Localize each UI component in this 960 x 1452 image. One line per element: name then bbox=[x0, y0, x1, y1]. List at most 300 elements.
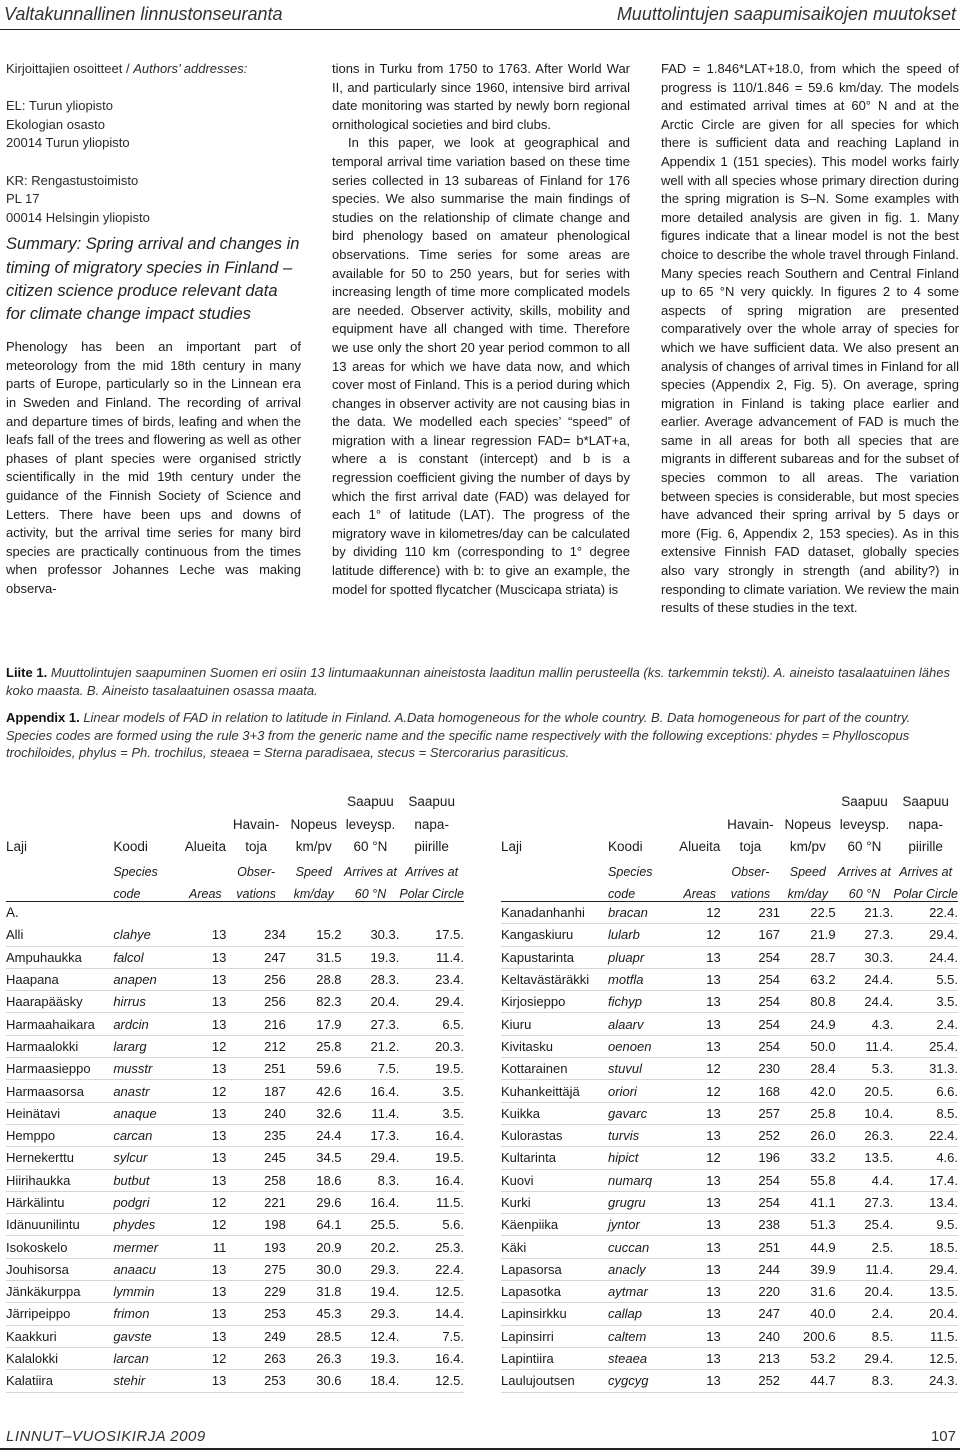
header-species: Species bbox=[113, 865, 158, 880]
species-code: podgri bbox=[113, 1191, 184, 1213]
table-row bbox=[501, 1281, 958, 1303]
table-row bbox=[501, 1102, 958, 1124]
species-name: Heinätavi bbox=[6, 1102, 113, 1124]
text-column-1 bbox=[6, 60, 301, 598]
table-row bbox=[6, 1169, 464, 1191]
arrival-60n: 20.2. bbox=[342, 1236, 400, 1258]
arrival-polar: 11.4. bbox=[399, 946, 464, 968]
table-row bbox=[6, 1281, 464, 1303]
arrival-polar: 11.5. bbox=[893, 1325, 958, 1347]
observations-count: 168 bbox=[721, 1080, 780, 1102]
species-code: steaea bbox=[608, 1347, 679, 1369]
table-row bbox=[6, 1258, 464, 1280]
table-row bbox=[6, 1102, 464, 1124]
speed-value: 80.8 bbox=[780, 991, 836, 1013]
arrival-polar: 25.3. bbox=[399, 1236, 464, 1258]
arrival-60n: 27.3. bbox=[342, 1013, 400, 1035]
species-name: Kalatiira bbox=[6, 1370, 113, 1392]
arrival-polar: 22.4. bbox=[893, 901, 958, 923]
species-code: oriori bbox=[608, 1080, 679, 1102]
arrival-polar: 5.5. bbox=[893, 968, 958, 990]
areas-count: 13 bbox=[184, 1013, 226, 1035]
species-code: lularb bbox=[608, 924, 679, 946]
table-row bbox=[501, 901, 958, 923]
speed-value: 55.8 bbox=[780, 1169, 836, 1191]
speed-value: 50.0 bbox=[780, 1035, 836, 1057]
species-code: numarq bbox=[608, 1169, 679, 1191]
arrival-60n: 11.4. bbox=[836, 1258, 894, 1280]
table-row bbox=[501, 991, 958, 1013]
address-kr-line: KR: Rengastustoimisto bbox=[6, 172, 139, 188]
species-name: Kapustarinta bbox=[501, 946, 608, 968]
arrival-60n: 2.4. bbox=[836, 1303, 894, 1325]
arrival-polar: 16.4. bbox=[399, 1124, 464, 1146]
arrival-60n: 19.3. bbox=[342, 1347, 400, 1369]
areas-count: 12 bbox=[184, 1347, 226, 1369]
speed-value: 30.6 bbox=[286, 1370, 342, 1392]
header-kmpv: km/pv bbox=[295, 838, 332, 854]
areas-count: 12 bbox=[679, 924, 721, 946]
arrival-60n: 2.5. bbox=[836, 1236, 894, 1258]
species-code: stuvul bbox=[608, 1058, 679, 1080]
species-code: fichyp bbox=[608, 991, 679, 1013]
species-code: anastr bbox=[113, 1080, 184, 1102]
areas-count: 13 bbox=[184, 1147, 226, 1169]
header-alueita: Alueita bbox=[679, 838, 721, 854]
species-name: Hiirihaukka bbox=[6, 1169, 113, 1191]
arrival-60n: 26.3. bbox=[836, 1124, 894, 1146]
header-napa: napa- bbox=[414, 816, 449, 832]
speed-value: 17.9 bbox=[286, 1013, 342, 1035]
species-name: Kuikka bbox=[501, 1102, 608, 1124]
species-name: Kirjosieppo bbox=[501, 991, 608, 1013]
observations-count: 234 bbox=[226, 924, 286, 946]
species-code: butbut bbox=[113, 1169, 184, 1191]
header-koodi: Koodi bbox=[113, 838, 148, 854]
arrival-polar: 20.4. bbox=[893, 1303, 958, 1325]
header-vations: vations bbox=[226, 879, 286, 901]
areas-count: 13 bbox=[184, 1124, 226, 1146]
observations-count: 275 bbox=[226, 1258, 286, 1280]
species-name: Lapinsirkku bbox=[501, 1303, 608, 1325]
arrival-60n: 27.3. bbox=[836, 1191, 894, 1213]
header-nopeus: Nopeus bbox=[290, 816, 337, 832]
arrival-polar: 19.5. bbox=[399, 1058, 464, 1080]
header-arrives: Arrives at bbox=[899, 865, 953, 880]
species-name: Hernekerttu bbox=[6, 1147, 113, 1169]
arrival-60n: 19.4. bbox=[342, 1281, 400, 1303]
areas-count: 13 bbox=[679, 1258, 721, 1280]
header-arrives: Arrives at bbox=[405, 865, 459, 880]
table-row bbox=[6, 924, 464, 946]
species-code: musstr bbox=[113, 1058, 184, 1080]
speed-value: 31.8 bbox=[286, 1281, 342, 1303]
arrival-60n: 20.5. bbox=[836, 1080, 894, 1102]
table-row bbox=[6, 1303, 464, 1325]
species-code: falcol bbox=[113, 946, 184, 968]
header-alueita: Alueita bbox=[184, 838, 226, 854]
speed-value: 21.9 bbox=[780, 924, 836, 946]
observations-count: 254 bbox=[721, 1169, 780, 1191]
species-code: motfla bbox=[608, 968, 679, 990]
speed-value: 200.6 bbox=[780, 1325, 836, 1347]
address-kr-line: PL 17 bbox=[6, 191, 40, 207]
species-code: oenoen bbox=[608, 1035, 679, 1057]
observations-count: 251 bbox=[226, 1058, 286, 1080]
areas-count: 13 bbox=[184, 1325, 226, 1347]
species-code: gavste bbox=[113, 1325, 184, 1347]
species-code: jyntor bbox=[608, 1214, 679, 1236]
arrival-polar: 14.4. bbox=[399, 1303, 464, 1325]
areas-count: 12 bbox=[679, 1058, 721, 1080]
areas-count: 13 bbox=[679, 1035, 721, 1057]
figure-captions bbox=[6, 664, 956, 772]
header-koodi: Koodi bbox=[608, 838, 643, 854]
header-toja: toja bbox=[245, 838, 267, 854]
arrival-polar: 13.4. bbox=[893, 1191, 958, 1213]
table-row bbox=[6, 1035, 464, 1057]
observations-count: 258 bbox=[226, 1169, 286, 1191]
species-name: Järripeippo bbox=[6, 1303, 113, 1325]
table-row bbox=[6, 968, 464, 990]
species-name: Harmaasorsa bbox=[6, 1080, 113, 1102]
table-row bbox=[501, 1035, 958, 1057]
table-row bbox=[6, 1080, 464, 1102]
table-row bbox=[501, 1258, 958, 1280]
arrival-polar: 5.6. bbox=[399, 1214, 464, 1236]
summary-title: Summary: Spring arrival and changes in timing of migratory species in Finland – citizen science produce relevant data for climate change impact studies bbox=[6, 235, 300, 323]
species-name: Ampuhaukka bbox=[6, 946, 113, 968]
observations-count: 216 bbox=[226, 1013, 286, 1035]
arrival-polar: 7.5. bbox=[399, 1325, 464, 1347]
species-code: caltem bbox=[608, 1325, 679, 1347]
areas-count: 13 bbox=[679, 1370, 721, 1392]
species-name: Hemppo bbox=[6, 1124, 113, 1146]
observations-count: 167 bbox=[721, 924, 780, 946]
table-row bbox=[501, 1080, 958, 1102]
table-row bbox=[6, 1058, 464, 1080]
areas-count: 12 bbox=[679, 901, 721, 923]
appendix-table-left bbox=[6, 790, 464, 1393]
areas-count: 13 bbox=[184, 968, 226, 990]
caption-label: Appendix 1. bbox=[6, 710, 80, 725]
header-leveysp: leveysp. bbox=[345, 816, 396, 832]
observations-count: 193 bbox=[226, 1236, 286, 1258]
speed-value: 25.8 bbox=[780, 1102, 836, 1124]
table-row bbox=[501, 1325, 958, 1347]
areas-count: 12 bbox=[679, 1080, 721, 1102]
observations-count: 213 bbox=[721, 1347, 780, 1369]
speed-value: 28.7 bbox=[780, 946, 836, 968]
arrival-60n: 30.3. bbox=[836, 946, 894, 968]
species-name: Käenpiika bbox=[501, 1214, 608, 1236]
arrival-60n: 19.3. bbox=[342, 946, 400, 968]
arrival-60n: 21.3. bbox=[836, 901, 894, 923]
table-row bbox=[6, 1214, 464, 1236]
arrival-polar: 17.5. bbox=[399, 924, 464, 946]
arrival-60n: 16.4. bbox=[342, 1191, 400, 1213]
observations-count: 249 bbox=[226, 1325, 286, 1347]
running-header bbox=[0, 0, 960, 30]
speed-value: 24.4 bbox=[286, 1124, 342, 1146]
species-name: Jouhisorsa bbox=[6, 1258, 113, 1280]
observations-count: 230 bbox=[721, 1058, 780, 1080]
text-column-2 bbox=[332, 60, 630, 599]
header-60n: 60 °N bbox=[847, 838, 882, 854]
arrival-60n: 4.4. bbox=[836, 1169, 894, 1191]
arrival-60n: 10.4. bbox=[836, 1102, 894, 1124]
text-column-3 bbox=[661, 60, 959, 618]
species-code: cuccan bbox=[608, 1236, 679, 1258]
arrival-60n: 13.5. bbox=[836, 1147, 894, 1169]
addresses-title-en: Authors’ addresses: bbox=[133, 61, 248, 76]
header-areas: Areas bbox=[679, 879, 721, 901]
arrival-60n: 17.3. bbox=[342, 1124, 400, 1146]
observations-count: 257 bbox=[721, 1102, 780, 1124]
arrival-60n: 21.2. bbox=[342, 1035, 400, 1057]
observations-count: 254 bbox=[721, 1191, 780, 1213]
table-row bbox=[501, 1191, 958, 1213]
table-row bbox=[501, 1303, 958, 1325]
speed-value: 26.0 bbox=[780, 1124, 836, 1146]
species-code: cygcyg bbox=[608, 1370, 679, 1392]
arrival-60n: 29.3. bbox=[342, 1258, 400, 1280]
observations-count: 247 bbox=[721, 1303, 780, 1325]
body-paragraph: tions in Turku from 1750 to 1763. After World War II, and particularly since 1960, intensive bird arrival date monitoring was started by newly born regional ornithological societies and bird clubs. bbox=[332, 61, 630, 132]
speed-value: 20.9 bbox=[286, 1236, 342, 1258]
speed-value: 33.2 bbox=[780, 1147, 836, 1169]
arrival-polar: 9.5. bbox=[893, 1214, 958, 1236]
areas-count: 13 bbox=[679, 1102, 721, 1124]
observations-count: 220 bbox=[721, 1281, 780, 1303]
arrival-polar: 24.4. bbox=[893, 946, 958, 968]
arrival-60n: 29.3. bbox=[342, 1303, 400, 1325]
species-name: Haarapääsky bbox=[6, 991, 113, 1013]
speed-value: 18.6 bbox=[286, 1169, 342, 1191]
speed-value: 22.5 bbox=[780, 901, 836, 923]
arrival-60n: 12.4. bbox=[342, 1325, 400, 1347]
arrival-60n: 25.4. bbox=[836, 1214, 894, 1236]
speed-value: 26.3 bbox=[286, 1347, 342, 1369]
species-code: sylcur bbox=[113, 1147, 184, 1169]
speed-value: 44.7 bbox=[780, 1370, 836, 1392]
arrival-60n: 29.4. bbox=[836, 1347, 894, 1369]
header-obser: Obser- bbox=[237, 865, 276, 880]
header-saapuu: Saapuu bbox=[347, 794, 394, 810]
table-row bbox=[501, 1236, 958, 1258]
speed-value: 41.1 bbox=[780, 1191, 836, 1213]
arrival-polar: 29.4. bbox=[893, 924, 958, 946]
header-vations: vations bbox=[721, 879, 780, 901]
table-row bbox=[501, 946, 958, 968]
species-code: lararg bbox=[113, 1035, 184, 1057]
arrival-60n: 8.5. bbox=[836, 1325, 894, 1347]
table-row bbox=[6, 1370, 464, 1392]
header-60n: 60 °N bbox=[353, 838, 388, 854]
species-name: Alli bbox=[6, 924, 113, 946]
observations-count: 238 bbox=[721, 1214, 780, 1236]
header-areas: Areas bbox=[184, 879, 226, 901]
species-code: hirrus bbox=[113, 991, 184, 1013]
species-code: lymmin bbox=[113, 1281, 184, 1303]
header-kmday: km/day bbox=[780, 879, 836, 901]
species-name: Laulujoutsen bbox=[501, 1370, 608, 1392]
header-arrives: Arrives at bbox=[838, 865, 891, 880]
table-row bbox=[501, 1347, 958, 1369]
arrival-polar: 4.6. bbox=[893, 1147, 958, 1169]
areas-count: 13 bbox=[184, 1058, 226, 1080]
arrival-polar: 17.4. bbox=[893, 1169, 958, 1191]
table-row bbox=[6, 1347, 464, 1369]
speed-value: 42.6 bbox=[286, 1080, 342, 1102]
species-name: Härkälintu bbox=[6, 1191, 113, 1213]
table-row bbox=[501, 924, 958, 946]
areas-count: 12 bbox=[184, 1214, 226, 1236]
arrival-polar: 18.5. bbox=[893, 1236, 958, 1258]
areas-count: 13 bbox=[679, 1236, 721, 1258]
species-name: Harmaahaikara bbox=[6, 1013, 113, 1035]
arrival-polar: 19.5. bbox=[399, 1147, 464, 1169]
species-name: Lapintiira bbox=[501, 1347, 608, 1369]
speed-value: 51.3 bbox=[780, 1214, 836, 1236]
speed-value: 39.9 bbox=[780, 1258, 836, 1280]
species-name: Isokoskelo bbox=[6, 1236, 113, 1258]
species-code: ardcin bbox=[113, 1013, 184, 1035]
observations-count: 254 bbox=[721, 1035, 780, 1057]
speed-value: 30.0 bbox=[286, 1258, 342, 1280]
arrival-60n: 11.4. bbox=[342, 1102, 400, 1124]
arrival-polar: 12.5. bbox=[399, 1370, 464, 1392]
header-piirille: piirille bbox=[908, 838, 943, 854]
species-name: Jänkäkurppa bbox=[6, 1281, 113, 1303]
areas-count: 13 bbox=[679, 1325, 721, 1347]
arrival-60n: 20.4. bbox=[342, 991, 400, 1013]
speed-value: 28.5 bbox=[286, 1325, 342, 1347]
table-row bbox=[501, 1124, 958, 1146]
arrival-polar: 2.4. bbox=[893, 1013, 958, 1035]
speed-value: 32.6 bbox=[286, 1102, 342, 1124]
species-name: Lapasotka bbox=[501, 1281, 608, 1303]
species-name: Lapasorsa bbox=[501, 1258, 608, 1280]
observations-count: 231 bbox=[721, 901, 780, 923]
areas-count: 13 bbox=[184, 1258, 226, 1280]
speed-value: 44.9 bbox=[780, 1236, 836, 1258]
species-name: Kuovi bbox=[501, 1169, 608, 1191]
arrival-60n: 27.3. bbox=[836, 924, 894, 946]
header-code: code bbox=[608, 879, 679, 901]
arrival-60n: 20.4. bbox=[836, 1281, 894, 1303]
observations-count: 240 bbox=[721, 1325, 780, 1347]
observations-count: 256 bbox=[226, 991, 286, 1013]
appendix-table-right bbox=[501, 790, 958, 1393]
species-name: Kangaskiuru bbox=[501, 924, 608, 946]
arrival-60n: 7.5. bbox=[342, 1058, 400, 1080]
areas-count: 13 bbox=[184, 1169, 226, 1191]
group-label: A. bbox=[6, 905, 19, 921]
header-polar: Polar Circle bbox=[893, 879, 958, 901]
table-row bbox=[501, 968, 958, 990]
arrival-polar: 3.5. bbox=[399, 1102, 464, 1124]
arrival-60n: 24.4. bbox=[836, 991, 894, 1013]
speed-value: 25.8 bbox=[286, 1035, 342, 1057]
species-name: Käki bbox=[501, 1236, 608, 1258]
speed-value: 31.6 bbox=[780, 1281, 836, 1303]
speed-value: 34.5 bbox=[286, 1147, 342, 1169]
species-code: stehir bbox=[113, 1370, 184, 1392]
areas-count: 13 bbox=[679, 1191, 721, 1213]
table-row bbox=[501, 1169, 958, 1191]
header-napa: napa- bbox=[908, 816, 943, 832]
species-code: gavarc bbox=[608, 1102, 679, 1124]
header-obser: Obser- bbox=[731, 865, 770, 880]
species-name: Harmaalokki bbox=[6, 1035, 113, 1057]
arrival-60n: 24.4. bbox=[836, 968, 894, 990]
speed-value: 42.0 bbox=[780, 1080, 836, 1102]
speed-value: 45.3 bbox=[286, 1303, 342, 1325]
areas-count: 13 bbox=[679, 1214, 721, 1236]
caption-text: Linear models of FAD in relation to latitude in Finland. A.Data homogeneous for the whole country. B. Data homogeneous for part of the country. Species codes are formed using the rule 3+3 from the generic name and the specific name respectively with the following exceptions: phydes = Phylloscopus trochiloides, phylus = Ph. trochilus, steaea = Sterna paradisaea, stecus = Stercorarius parasiticus. bbox=[6, 710, 911, 760]
speed-value: 40.0 bbox=[780, 1303, 836, 1325]
header-kmday: km/day bbox=[286, 879, 342, 901]
arrival-polar: 25.4. bbox=[893, 1035, 958, 1057]
areas-count: 11 bbox=[184, 1236, 226, 1258]
caption-text: Muuttolintujen saapuminen Suomen eri osiin 13 lintumaakunnan aineistosta laaditun mallin perusteella (ks. tarkemmin teksti). A. aineisto tasalaatuinen lähes koko maasta. B. Aineisto tasalaatuinen osassa maata. bbox=[6, 665, 950, 698]
header-60n: 60 °N bbox=[836, 879, 894, 901]
header-toja: toja bbox=[739, 838, 762, 854]
speed-value: 28.8 bbox=[286, 968, 342, 990]
address-el-line: EL: Turun yliopisto bbox=[6, 98, 113, 114]
header-kmpv: km/pv bbox=[789, 838, 826, 854]
species-code: anaacu bbox=[113, 1258, 184, 1280]
arrival-60n: 16.4. bbox=[342, 1080, 400, 1102]
body-paragraph: Phenology has been an important part of meteorology from the mid 18th century in many parts of Europe, particularly so in the Linnean era in Sweden and Finland. The recording of arrival and departure times of birds, leafing and when the leafs fall of the trees and flowering as well as other phases of plant species were organised strictly scientifically in the mid 19th century under the guidance of the Finnish Society of Science and Letters. There have been ups and downs of activity, but the arrival time series for many bird species are practically continuous from the times when professor Johannes Leche was making observa- bbox=[6, 339, 301, 596]
header-polar: Polar Circle bbox=[399, 879, 464, 901]
arrival-polar: 22.4. bbox=[893, 1124, 958, 1146]
observations-count: 254 bbox=[721, 968, 780, 990]
species-code: anapen bbox=[113, 968, 184, 990]
species-code: anacly bbox=[608, 1258, 679, 1280]
species-name: Kanadanhanhi bbox=[501, 901, 608, 923]
observations-count: 235 bbox=[226, 1124, 286, 1146]
arrival-60n: 29.4. bbox=[342, 1147, 400, 1169]
address-kr-line: 00014 Helsingin yliopisto bbox=[6, 209, 150, 225]
arrival-polar: 20.3. bbox=[399, 1035, 464, 1057]
header-right-title: Muuttolintujen saapumisaikojen muutokset bbox=[616, 4, 956, 24]
areas-count: 13 bbox=[184, 1370, 226, 1392]
header-left-title: Valtakunnallinen linnustonseuranta bbox=[4, 4, 283, 24]
speed-value: 28.4 bbox=[780, 1058, 836, 1080]
arrival-60n: 25.5. bbox=[342, 1214, 400, 1236]
areas-count: 13 bbox=[679, 1169, 721, 1191]
species-name: Kivitasku bbox=[501, 1035, 608, 1057]
caption-liite bbox=[6, 664, 956, 699]
arrival-60n: 8.3. bbox=[342, 1169, 400, 1191]
page-number: 107 bbox=[930, 1428, 956, 1445]
areas-count: 12 bbox=[679, 1147, 721, 1169]
species-code: larcan bbox=[113, 1347, 184, 1369]
species-code: mermer bbox=[113, 1236, 184, 1258]
species-code: bracan bbox=[608, 901, 679, 923]
table-row bbox=[6, 991, 464, 1013]
observations-count: 254 bbox=[721, 991, 780, 1013]
species-name: Harmaasieppo bbox=[6, 1058, 113, 1080]
header-havain: Havain- bbox=[232, 816, 280, 832]
table-row bbox=[6, 1325, 464, 1347]
table-row bbox=[501, 1370, 958, 1392]
arrival-polar: 12.5. bbox=[399, 1281, 464, 1303]
table-row bbox=[6, 1191, 464, 1213]
species-code: hipict bbox=[608, 1147, 679, 1169]
